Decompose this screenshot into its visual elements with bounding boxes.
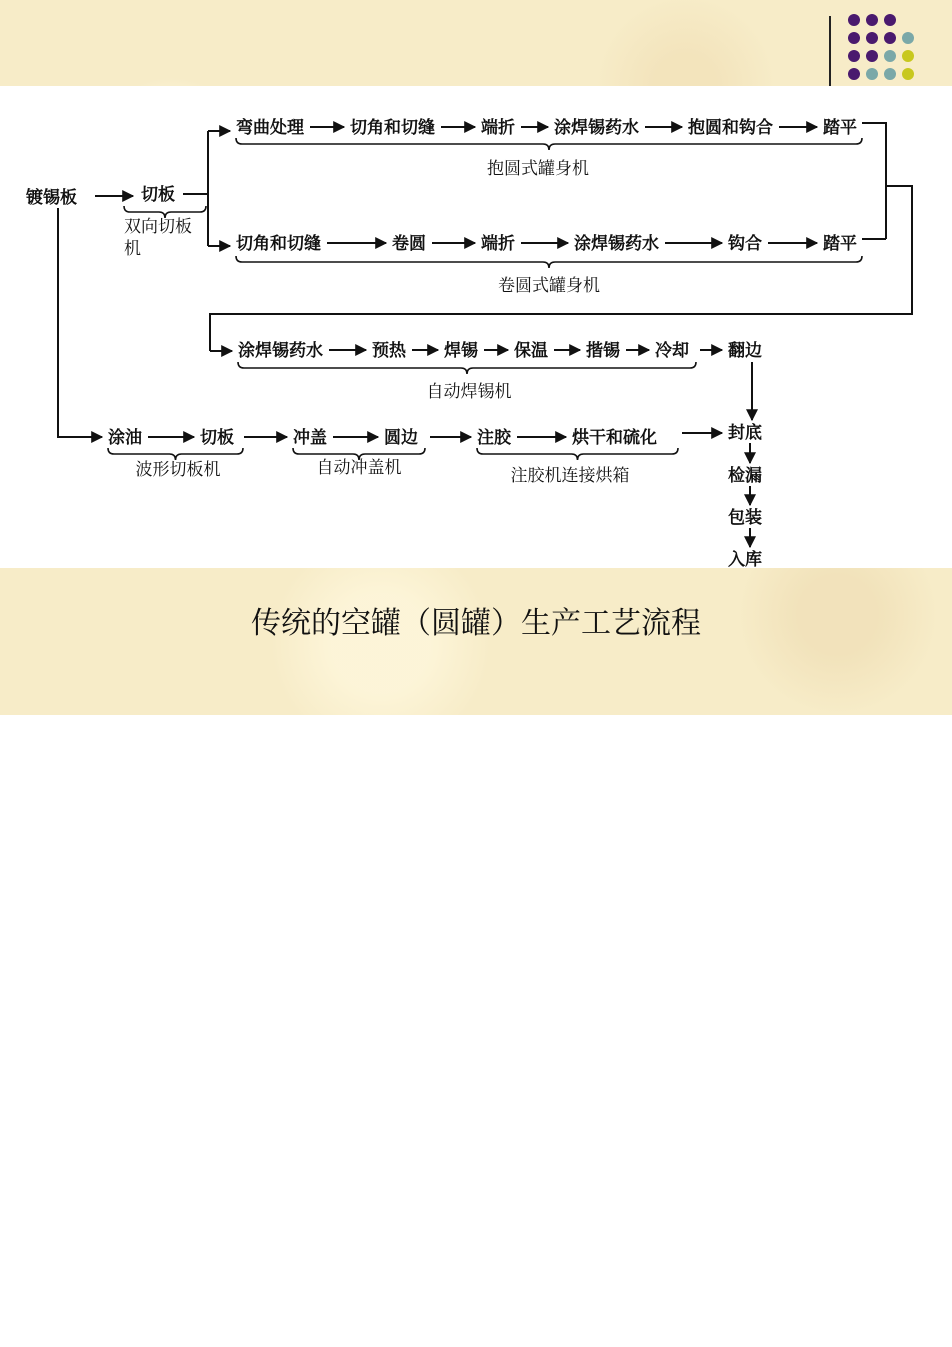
- row2-step-6: 踏平: [823, 234, 857, 254]
- row1-out-line: [862, 123, 886, 239]
- decorative-dot: [866, 32, 878, 44]
- row4-group3-brace: [477, 448, 678, 460]
- row1-step-4: 涂焊锡药水: [554, 118, 639, 138]
- row2-step-2: 卷圆: [392, 234, 426, 254]
- row4-group3-machine-label: 注胶机连接烘箱: [510, 466, 630, 486]
- final-step-4: 入库: [728, 550, 762, 568]
- decorative-dot: [866, 14, 878, 26]
- row1-machine-label: 抱圆式罐身机: [487, 159, 589, 179]
- row1-step-6: 踏平: [823, 118, 857, 138]
- decorative-dot: [884, 32, 896, 44]
- row3-step-6: 冷却: [655, 341, 689, 361]
- row2-brace: [236, 256, 862, 268]
- row4-group1-brace: [108, 448, 243, 460]
- cut-step-label: 切板: [141, 185, 175, 205]
- row3-brace: [238, 362, 696, 374]
- decorative-dot: [866, 68, 878, 80]
- flow-svg: [0, 86, 952, 568]
- final-step-2: 检漏: [728, 466, 762, 486]
- decorative-dot: [884, 68, 896, 80]
- row1-brace: [236, 138, 862, 150]
- decorative-dot: [848, 50, 860, 62]
- row4-group1-step-1: 涂油: [108, 428, 142, 448]
- decorative-dot: [866, 50, 878, 62]
- row2-step-4: 涂焊锡药水: [574, 234, 659, 254]
- final-step-1: 封底: [728, 423, 762, 443]
- join-to-row3-line: [210, 186, 912, 351]
- row4-group2-step-1: 冲盖: [293, 428, 327, 448]
- row3-step-1: 涂焊锡药水: [238, 341, 323, 361]
- row4-group1-machine-label: 波形切板机: [135, 460, 221, 480]
- row4-group2-machine-label: 自动冲盖机: [316, 458, 402, 478]
- decorative-dot: [848, 68, 860, 80]
- row3-next-step: 翻边: [728, 341, 762, 361]
- row1-step-1: 弯曲处理: [236, 118, 304, 138]
- row4-group3-step-1: 注胶: [477, 428, 511, 448]
- decorative-dot: [902, 50, 914, 62]
- row3-step-2: 预热: [372, 341, 406, 361]
- decorative-dot-grid: [848, 14, 938, 84]
- cut-machine-label-line2: 机: [124, 239, 141, 259]
- decorative-dot: [884, 50, 896, 62]
- row3-step-5: 揩锡: [586, 341, 620, 361]
- row3-step-4: 保温: [514, 341, 548, 361]
- decorative-divider: [829, 16, 831, 86]
- decorative-dot: [848, 32, 860, 44]
- row2-step-5: 钩合: [728, 234, 762, 254]
- row4-group1-step-2: 切板: [200, 428, 234, 448]
- row2-step-1: 切角和切缝: [236, 234, 321, 254]
- row4-group3-step-2: 烘干和硫化: [572, 428, 657, 448]
- row1-step-2: 切角和切缝: [350, 118, 435, 138]
- row2-step-3: 端折: [481, 234, 515, 254]
- final-step-3: 包装: [728, 508, 762, 528]
- row1-step-5: 抱圆和钩合: [688, 118, 773, 138]
- row1-step-3: 端折: [481, 118, 515, 138]
- source-to-row4-line: [58, 208, 102, 437]
- process-flow-diagram: [0, 86, 952, 568]
- diagram-caption: 传统的空罐（圆罐）生产工艺流程: [251, 606, 701, 641]
- row3-step-3: 焊锡: [444, 341, 478, 361]
- decorative-dot: [902, 68, 914, 80]
- decorative-dot: [848, 14, 860, 26]
- decorative-dot: [884, 14, 896, 26]
- row4-group2-step-2: 圆边: [384, 428, 418, 448]
- row3-machine-label: 自动焊锡机: [426, 382, 512, 402]
- decorative-dot: [902, 32, 914, 44]
- source-material-label: 镀锡板: [26, 188, 77, 208]
- row2-machine-label: 卷圆式罐身机: [498, 276, 600, 296]
- cut-machine-label-line1: 双向切板: [124, 217, 192, 237]
